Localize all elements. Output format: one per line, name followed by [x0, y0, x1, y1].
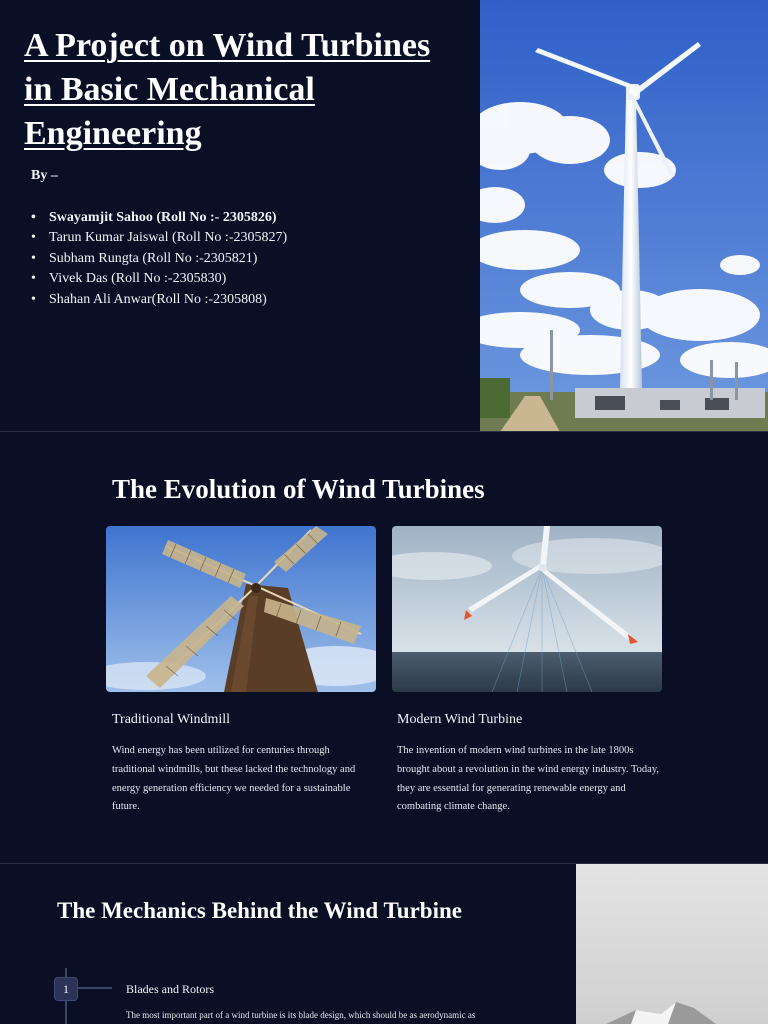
wind-turbine-photo: [480, 0, 768, 432]
card-heading: Modern Wind Turbine: [397, 712, 523, 727]
step-heading: Blades and Rotors: [126, 982, 214, 996]
mechanics-title: The Mechanics Behind the Wind Turbine: [57, 898, 462, 923]
card-heading: Traditional Windmill: [112, 712, 231, 727]
author-item: • Swayamjit Sahoo (Roll No :- 2305826): [31, 208, 287, 228]
slide-mechanics: [0, 864, 768, 1024]
evolution-title: The Evolution of Wind Turbines: [112, 474, 485, 504]
author-item: • Vivek Das (Roll No :-2305830): [31, 269, 287, 289]
step-text: The most important part of a wind turbine is its blade design, which should be as aerodynamic as: [126, 1010, 476, 1020]
author-item: • Tarun Kumar Jaiswal (Roll No :-2305827): [31, 228, 287, 248]
turbine-model-photo: [576, 864, 768, 1024]
card-text: The invention of modern wind turbines in the late 1800s brought about a revolution in the wind energy industry. Today, they are essential for generating renewable energy and combating climate change.: [397, 745, 660, 813]
by-label: By –: [31, 168, 58, 183]
step-number-badge: 1: [54, 977, 78, 1001]
slide-title: [0, 0, 768, 432]
card-text: Wind energy has been utilized for centuries through traditional windmills, but these lacked the technology and energy generation efficiency we needed for a sustainable future.: [112, 745, 356, 813]
slide-evolution: [0, 432, 768, 864]
author-item: • Shahan Ali Anwar(Roll No :-2305808): [31, 290, 287, 310]
author-list: [31, 208, 287, 310]
offshore-turbine-photo: [392, 526, 662, 692]
project-title: A Project on Wind Turbines in Basic Mechanical Engineering: [24, 27, 431, 152]
author-item: • Subham Rungta (Roll No :-2305821): [31, 249, 287, 269]
timeline-connector: [78, 987, 112, 989]
windmill-photo: [106, 526, 376, 692]
